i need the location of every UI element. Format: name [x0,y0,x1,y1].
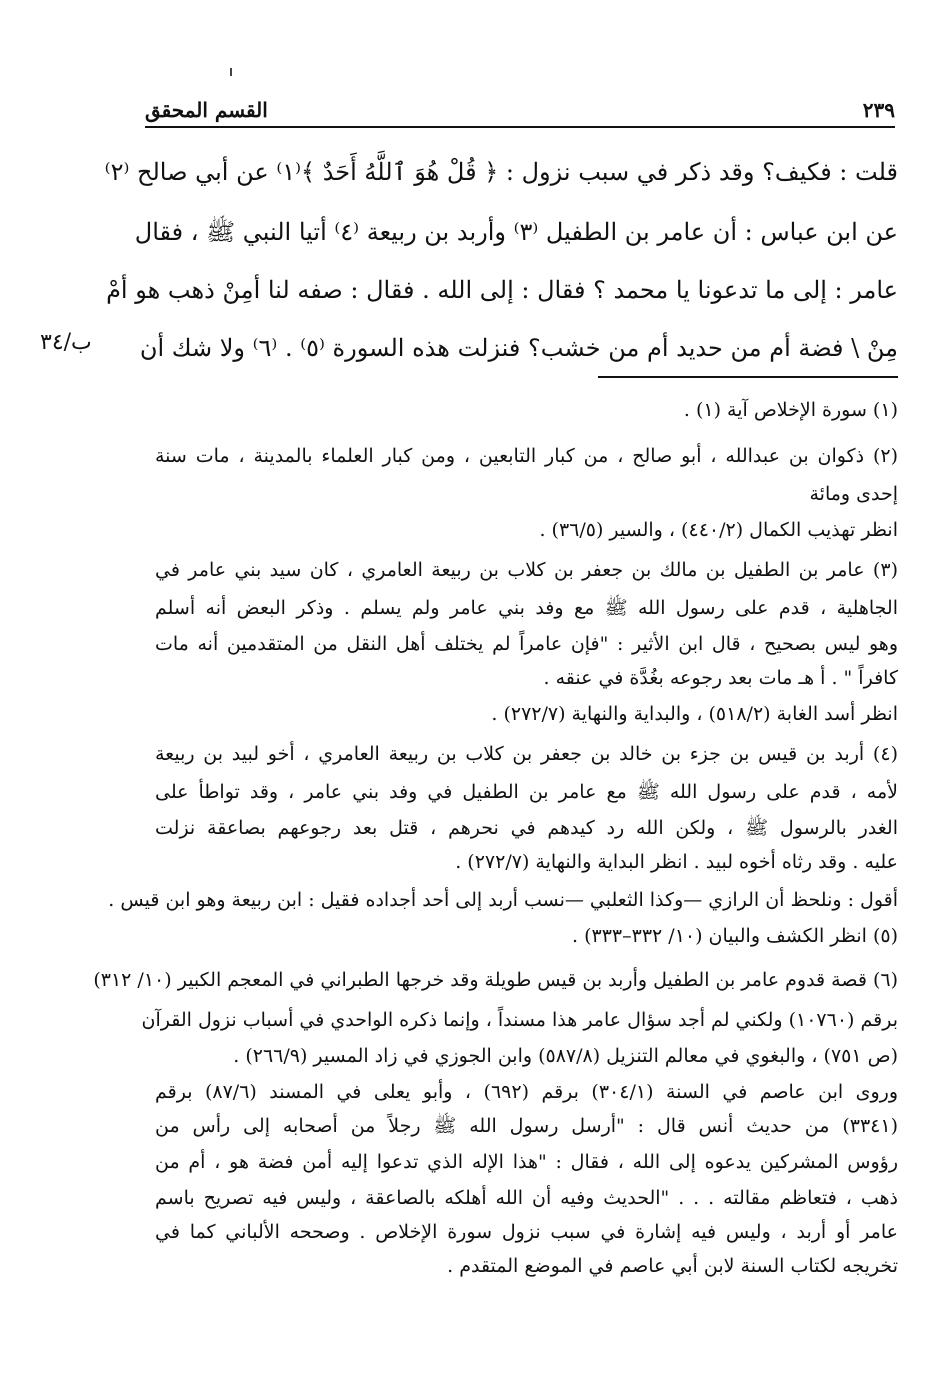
footnote-line: (١) سورة الإخلاص آية (١) . [683,399,898,421]
footnote-line: انظر تهذيب الكمال (٤٤٠/٢) ، والسير (٣٦/٥) . [539,519,898,541]
main-text-line: مِنْ \ فضة أم من حديد أم من خشب؟ فنزلت هذه السورة ⁽٥⁾ . ⁽٦⁾ ولا شك أن [139,334,898,362]
main-text-line: عامر : إلى ما تدعونا يا محمد ؟ فقال : إلى الله . فقال : صفه لنا أمِنْ ذهب هو أمْ [106,276,898,304]
footnote-line: كافراً " . أ هـ مات بعد رجوعه بغُدَّة في عنقه . [543,667,898,689]
footnote-line: الجاهلية ، قدم على رسول الله ﷺ مع وفد بني عامر ولم يسلم . وذكر البعض أنه أسلم [155,597,898,619]
footnote-line: (٦) قصة قدوم عامر بن الطفيل وأربد بن قيس طويلة وقد خرجها الطبراني في المعجم الكبير (١٠/ ٣١٢) [93,969,898,991]
main-text-line: عن ابن عباس : أن عامر بن الطفيل ⁽٣⁾ وأربد بن ربيعة ⁽٤⁾ أتيا النبي ﷺ ، فقال [134,218,898,246]
footnote-line: (٣) عامر بن الطفيل بن مالك بن جعفر بن كلاب بن ربيعة العامري ، كان سيد بني عامر في [155,559,898,581]
footnote-line: وهو ليس بصحيح ، قال ابن الأثير : "فإن عامراً لم يختلف أهل النقل من المتقدمين أنه مات [155,633,898,655]
footnote-line: برقم (١٠٧٦٠) ولكني لم أجد سؤال عامر هذا مسنداً ، وإنما ذكره الواحدي في أسباب نزول القرآن [141,1009,898,1031]
main-text-line: قلت : فكيف؟ وقد ذكر في سبب نزول : ﴿ قُلْ هُوَ ٱللَّهُ أَحَدٌ ﴾⁽١⁾ عن أبي صالح ⁽٢⁾ [104,158,898,186]
footnote-separator [598,376,898,378]
footnote-line: عليه . وقد رثاه أخوه لبيد . انظر البداية والنهاية (٢٧٢/٧) . [455,851,898,873]
footnote-line: (٣٣٤١) من حديث أنس قال : "أرسل رسول الله ﷺ رجلاً من أصحابه إلى رأس من [155,1115,898,1137]
footnote-line: لأمه ، قدم على رسول الله ﷺ مع عامر بن الطفيل في وفد بني عامر ، وقد تواطأ على [155,781,898,803]
footnote-line: أقول : ونلحظ أن الرازي —وكذا الثعلبي —نسب أربد إلى أحد أجداده فقيل : ابن ربيعة وهو ابن قيس . [108,889,898,911]
footnote-line: إحدى ومائة [809,483,898,505]
footnote-line: تخريجه لكتاب السنة لابن أبي عاصم في الموضع المتقدم . [447,1255,898,1277]
footnote-line: انظر أسد الغابة (٥١٨/٢) ، والبداية والنهاية (٢٧٢/٧) . [491,703,898,725]
footnote-line: رؤوس المشركين يدعوه إلى الله ، فقال : "هذا الإله الذي تدعوا إليه أمن فضة هو ، أم من [155,1151,898,1173]
page-header [145,88,895,128]
scan-speck [230,68,232,76]
footnote-line: (٢) ذكوان بن عبدالله ، أبو صالح ، من كبار التابعين ، ومن كبار العلماء بالمدينة ، مات سنة [155,445,898,467]
page-number: ٢٣٩ [862,98,895,122]
footnote-line: الغدر بالرسول ﷺ ، ولكن الله رد كيدهم في نحرهم ، قتل بعد رجوعهم بصاعقة نزلت [155,817,898,839]
footnote-line: عامر أو أربد ، وليس فيه إشارة في سبب نزول سورة الإخلاص . وصححه الألباني كما في [155,1221,898,1243]
footnote-line: (٥) انظر الكشف والبيان (١٠/ ٣٣٢–٣٣٣) . [571,925,898,947]
footnote-line: ذهب ، فتعاظم مقالته . . . "الحديث وفيه أن الله أهلكه بالصاعقة ، وليس فيه تصريح باسم [155,1187,898,1209]
header-title: القسم المحقق [145,98,268,122]
footnote-line: (٤) أربد بن قيس بن جزء بن خالد بن جعفر بن كلاب بن ربيعة العامري ، أخو لبيد بن ربيعة [155,743,898,765]
footnote-line: (ص ٧٥١) ، والبغوي في معالم التنزيل (٥٨٧/٨) وابن الجوزي في زاد المسير (٢٦٦/٩) . [233,1045,898,1067]
footnote-line: وروى ابن عاصم في السنة (٣٠٤/١) برقم (٦٩٢) ، وأبو يعلى في المسند (٨٧/٦) برقم [155,1081,899,1103]
margin-folio-note: ب/٣٤ [40,330,92,355]
